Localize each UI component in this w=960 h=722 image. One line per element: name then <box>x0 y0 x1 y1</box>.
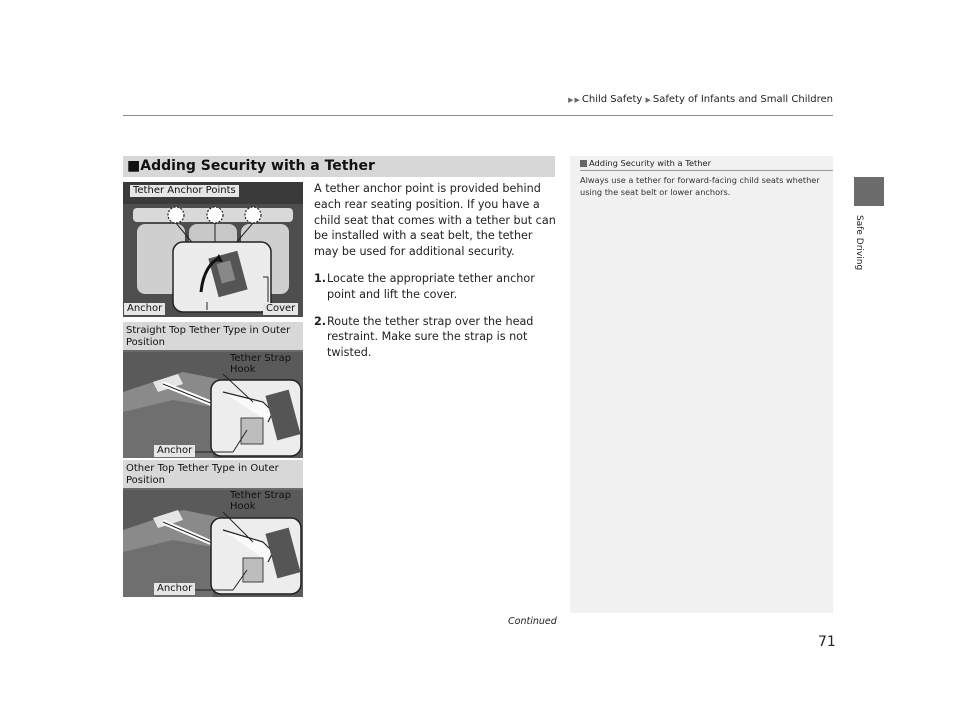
breadcrumb <box>0 94 833 105</box>
section-marker-icon: ■ <box>127 158 141 174</box>
figure-label-tether-strap-hook: Tether Strap Hook <box>230 490 292 512</box>
chapter-tab-marker <box>854 177 884 206</box>
step-1 <box>314 271 558 303</box>
note-heading <box>580 158 711 168</box>
chapter-tab-label: Safe Driving <box>854 215 864 271</box>
page-number: 71 <box>818 634 836 650</box>
figure-label-cover: Cover <box>263 303 298 315</box>
figure-caption-other-top-tether: Other Top Tether Type in Outer Position <box>123 460 303 488</box>
figure-caption-straight-top-tether: Straight Top Tether Type in Outer Position <box>123 322 303 350</box>
note-rule <box>580 170 833 171</box>
breadcrumb-part-2: Safety of Infants and Small Children <box>652 94 833 105</box>
header-rule <box>123 115 833 116</box>
chapter-tab <box>850 215 870 275</box>
section-title-text: Adding Security with a Tether <box>140 158 375 174</box>
tether-anchor-points-illustration <box>123 182 303 317</box>
figure-other-top-tether <box>123 460 303 597</box>
note-heading-text: Adding Security with a Tether <box>589 158 711 168</box>
note-panel <box>570 156 833 613</box>
step-number: 2. <box>314 314 327 328</box>
figure-label-tether-strap-hook: Tether Strap Hook <box>230 353 292 375</box>
figure-title-tether-anchor-points: Tether Anchor Points <box>130 185 239 197</box>
breadcrumb-arrow-icon: ▶ <box>645 96 651 104</box>
step-number: 1. <box>314 271 327 285</box>
note-marker-icon <box>580 160 587 167</box>
intro-paragraph: A tether anchor point is provided behind each rear seating position. If you have a child seat that comes with a tether but can be installed with a seat belt, the tether may be used for additional security. <box>314 182 556 259</box>
section-title <box>127 158 375 174</box>
figure-tether-anchor-points <box>123 182 303 317</box>
breadcrumb-arrow-icon: ▶ <box>568 96 574 104</box>
step-text: Route the tether strap over the head restraint. Make sure the strap is not twisted. <box>327 314 534 360</box>
figure-label-anchor: Anchor <box>154 583 195 595</box>
figure-label-anchor: Anchor <box>124 303 165 315</box>
step-2 <box>314 314 558 361</box>
figure-straight-top-tether <box>123 322 303 458</box>
step-text: Locate the appropriate tether anchor point and lift the cover. <box>327 271 535 301</box>
breadcrumb-part-1: Child Safety <box>581 94 643 105</box>
section-body <box>314 181 558 372</box>
note-text: Always use a tether for forward-facing child seats whether using the seat belt or lower anchors. <box>580 175 820 197</box>
figure-label-anchor: Anchor <box>154 445 195 457</box>
continued-label: Continued <box>508 616 557 627</box>
breadcrumb-arrow-icon: ▶ <box>574 96 580 104</box>
